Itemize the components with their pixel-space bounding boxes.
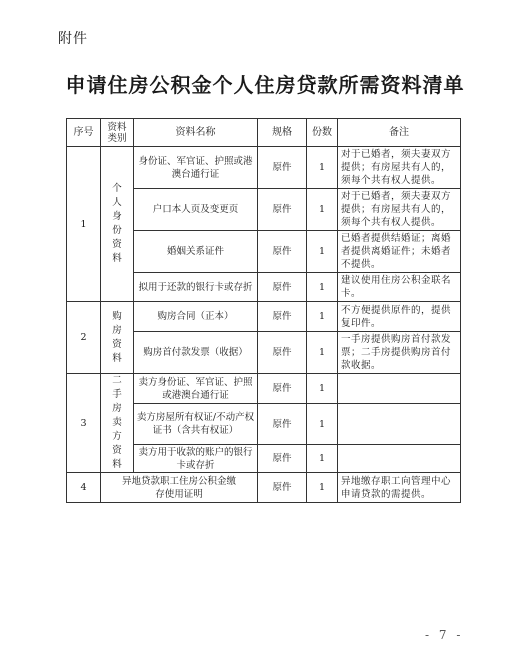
materials-table xyxy=(66,118,461,503)
page-number: - 7 - xyxy=(425,628,464,642)
item-spec: 原件 xyxy=(258,147,307,189)
seq-cell: 1 xyxy=(67,147,101,302)
item-copies: 1 xyxy=(307,273,338,302)
header-remark: 备注 xyxy=(338,119,461,147)
item-spec: 原件 xyxy=(258,231,307,273)
header-category: 资料类别 xyxy=(101,119,134,147)
item-name: 购房合同（正本） xyxy=(134,302,258,332)
item-spec: 原件 xyxy=(258,374,307,404)
item-name: 婚姻关系证件 xyxy=(134,231,258,273)
item-name: 购房首付款发票（收据） xyxy=(134,332,258,374)
item-remark: 不方便提供原件的，提供复印件。 xyxy=(338,302,461,332)
item-remark xyxy=(338,404,461,445)
item-spec: 原件 xyxy=(258,473,307,503)
item-copies: 1 xyxy=(307,231,338,273)
item-spec: 原件 xyxy=(258,302,307,332)
item-spec: 原件 xyxy=(258,189,307,231)
item-copies: 1 xyxy=(307,147,338,189)
item-spec: 原件 xyxy=(258,332,307,374)
item-name: 拟用于还款的银行卡或存折 xyxy=(134,273,258,302)
header-copies: 份数 xyxy=(307,119,338,147)
item-remark xyxy=(338,374,461,404)
item-name: 卖方房屋所有权证/不动产权证书（含共有权证） xyxy=(134,404,258,445)
table-header-row xyxy=(67,119,461,147)
table-row xyxy=(67,147,461,189)
seq-cell: 4 xyxy=(67,473,101,503)
item-name: 卖方身份证、军官证、护照或港澳台通行证 xyxy=(134,374,258,404)
header-seq: 序号 xyxy=(67,119,101,147)
item-copies: 1 xyxy=(307,374,338,404)
item-remark: 已婚者提供结婚证；离婚者提供离婚证件；未婚者不提供。 xyxy=(338,231,461,273)
item-spec: 原件 xyxy=(258,445,307,473)
item-remark xyxy=(338,445,461,473)
item-remark: 建议使用住房公积金联名卡。 xyxy=(338,273,461,302)
category-label: 购房资料 xyxy=(112,310,122,364)
item-remark: 对于已婚者，须夫妻双方提供；有房屋共有人的，须每个共有权人提供。 xyxy=(338,189,461,231)
category-cell xyxy=(101,302,134,374)
item-copies: 1 xyxy=(307,189,338,231)
category-label: 个人身份资料 xyxy=(112,183,122,264)
table-row xyxy=(67,473,461,503)
item-name: 身份证、军官证、护照或港澳台通行证 xyxy=(134,147,258,189)
item-copies: 1 xyxy=(307,302,338,332)
item-name: 异地贷款职工住房公积金缴存使用证明 xyxy=(101,473,258,503)
item-remark: 异地缴存职工向管理中心申请贷款的需提供。 xyxy=(338,473,461,503)
attachment-label: 附件 xyxy=(58,31,88,47)
category-label: 二手房卖方资料 xyxy=(112,375,122,470)
document-title: 申请住房公积金个人住房贷款所需资料清单 xyxy=(65,73,465,97)
item-name: 户口本人页及变更页 xyxy=(134,189,258,231)
table-row xyxy=(67,302,461,332)
item-remark: 一手房提供购房首付款发票；二手房提供购房首付款收据。 xyxy=(338,332,461,374)
table-row xyxy=(67,374,461,404)
item-spec: 原件 xyxy=(258,404,307,445)
item-name: 卖方用于收款的账户的银行卡或存折 xyxy=(134,445,258,473)
seq-cell: 2 xyxy=(67,302,101,374)
item-copies: 1 xyxy=(307,445,338,473)
category-cell xyxy=(101,147,134,302)
seq-cell: 3 xyxy=(67,374,101,473)
item-copies: 1 xyxy=(307,473,338,503)
item-spec: 原件 xyxy=(258,273,307,302)
item-copies: 1 xyxy=(307,332,338,374)
header-name: 资料名称 xyxy=(134,119,258,147)
header-spec: 规格 xyxy=(258,119,307,147)
item-remark: 对于已婚者，须夫妻双方提供；有房屋共有人的，须每个共有权人提供。 xyxy=(338,147,461,189)
item-copies: 1 xyxy=(307,404,338,445)
category-cell xyxy=(101,374,134,473)
